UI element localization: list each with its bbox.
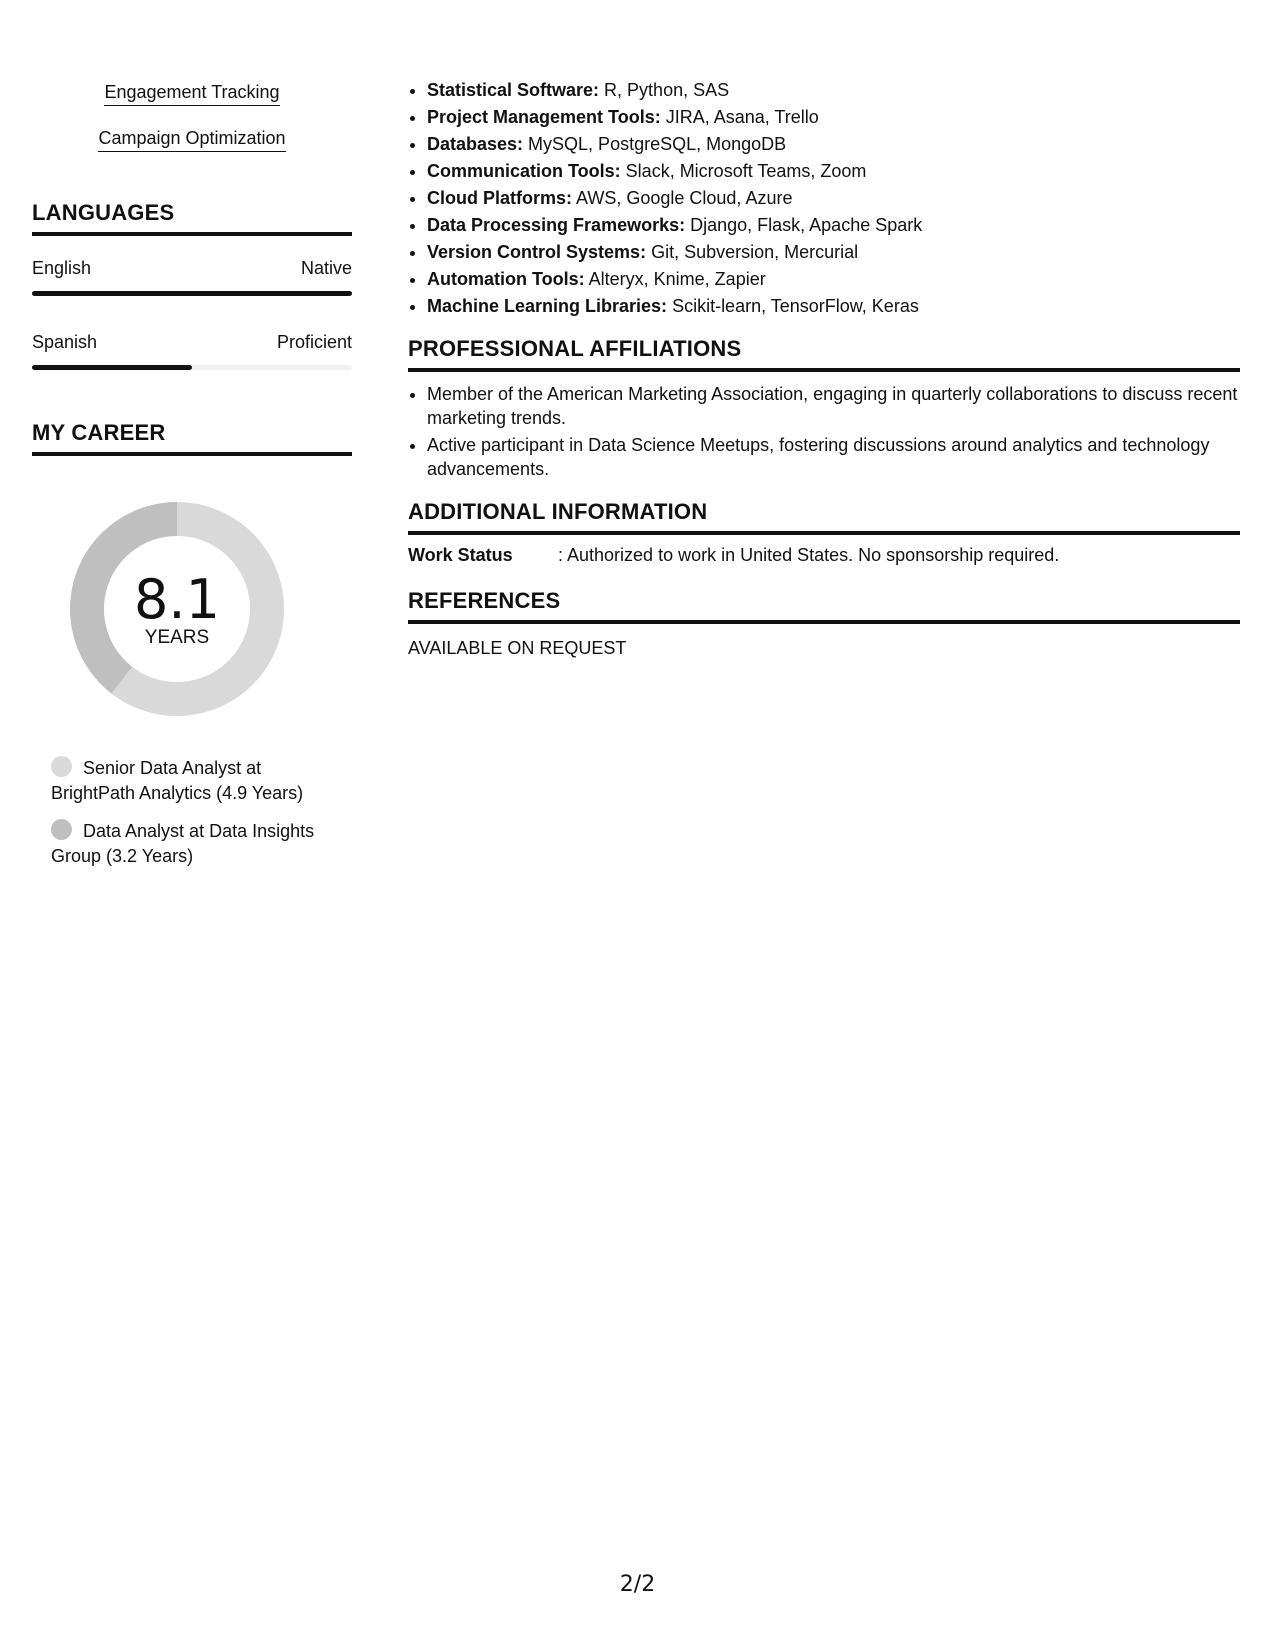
language-level: Proficient bbox=[276, 332, 352, 352]
references-title: REFERENCES bbox=[408, 588, 1240, 624]
tools-item-label: Project Management Tools: bbox=[427, 107, 661, 127]
skill-tag: Engagement Tracking bbox=[104, 82, 279, 106]
language-bar-fill bbox=[32, 291, 352, 296]
career-total: 8.1 bbox=[134, 568, 220, 631]
career-unit: YEARS bbox=[144, 627, 210, 648]
legend-label: Data Analyst at Data Insights Group (3.2 Years) bbox=[51, 821, 315, 866]
additional-info-section bbox=[408, 499, 1240, 566]
tools-item-label: Machine Learning Libraries: bbox=[427, 296, 668, 316]
language-level: Native bbox=[300, 258, 352, 278]
affiliations-section bbox=[408, 336, 1240, 481]
tools-item-label: Cloud Platforms: bbox=[427, 188, 573, 208]
affiliations-list bbox=[408, 382, 1240, 481]
career-title: MY CAREER bbox=[32, 420, 352, 456]
languages-title: LANGUAGES bbox=[32, 200, 352, 236]
tools-item bbox=[427, 240, 1240, 264]
tools-item bbox=[427, 159, 1240, 183]
tools-item-label: Version Control Systems: bbox=[427, 242, 647, 262]
tools-item bbox=[427, 213, 1240, 237]
career-donut-chart bbox=[64, 496, 290, 722]
page-number: 2/2 bbox=[619, 1572, 656, 1597]
languages-section bbox=[32, 200, 352, 370]
references-text: AVAILABLE ON REQUEST bbox=[408, 638, 627, 658]
skill-tag: Campaign Optimization bbox=[98, 128, 285, 152]
tools-item bbox=[427, 78, 1240, 102]
work-status-row bbox=[408, 545, 1240, 566]
legend-item bbox=[51, 756, 341, 806]
language-english bbox=[32, 258, 352, 296]
tools-item bbox=[427, 267, 1240, 291]
tools-item-value: Git, Subversion, Mercurial bbox=[646, 242, 859, 262]
legend-swatch bbox=[51, 756, 72, 777]
legend-label: Senior Data Analyst at BrightPath Analytics (4.9 Years) bbox=[51, 758, 304, 803]
tools-item bbox=[427, 132, 1240, 156]
tools-item-value: Alteryx, Knime, Zapier bbox=[584, 269, 766, 289]
career-legend bbox=[32, 756, 341, 869]
language-spanish bbox=[32, 332, 352, 370]
tools-item-value: Scikit-learn, TensorFlow, Keras bbox=[667, 296, 919, 316]
work-status-label: Work Status bbox=[408, 545, 513, 565]
work-status-value: : Authorized to work in United States. No sponsorship required. bbox=[558, 545, 1060, 565]
affiliation-item: • Member of the American Marketing Association, engaging in quarterly collaborations to discuss recent marketing trends. bbox=[427, 382, 1240, 430]
tools-item-label: Communication Tools: bbox=[427, 161, 621, 181]
language-name: Spanish bbox=[32, 332, 98, 352]
tools-item-value: AWS, Google Cloud, Azure bbox=[572, 188, 793, 208]
language-bar bbox=[32, 291, 352, 296]
language-bar-fill bbox=[32, 365, 192, 370]
additional-info-title: ADDITIONAL INFORMATION bbox=[408, 499, 1240, 535]
language-name: English bbox=[32, 258, 92, 278]
main-content bbox=[408, 78, 1240, 659]
tools-item bbox=[427, 105, 1240, 129]
tools-item-value: MySQL, PostgreSQL, MongoDB bbox=[523, 134, 787, 154]
tools-item-label: Databases: bbox=[427, 134, 524, 154]
references-section bbox=[408, 588, 1240, 659]
legend-swatch bbox=[51, 819, 72, 840]
tools-item-label: Data Processing Frameworks: bbox=[427, 215, 686, 235]
affiliation-item: • Active participant in Data Science Meetups, fostering discussions around analytics and technology advancements. bbox=[427, 433, 1240, 481]
tools-item-label: Statistical Software: bbox=[427, 80, 600, 100]
tools-item-value: R, Python, SAS bbox=[599, 80, 730, 100]
tools-list bbox=[408, 78, 1240, 318]
tools-item-value: Slack, Microsoft Teams, Zoom bbox=[620, 161, 867, 181]
tools-item-label: Automation Tools: bbox=[427, 269, 585, 289]
affiliations-title: PROFESSIONAL AFFILIATIONS bbox=[408, 336, 1240, 372]
tools-item bbox=[427, 294, 1240, 318]
legend-item bbox=[51, 819, 341, 869]
career-section bbox=[32, 420, 352, 869]
tools-item-value: JIRA, Asana, Trello bbox=[660, 107, 819, 127]
sidebar bbox=[32, 82, 352, 882]
language-bar bbox=[32, 365, 352, 370]
tools-item bbox=[427, 186, 1240, 210]
tools-item-value: Django, Flask, Apache Spark bbox=[685, 215, 923, 235]
